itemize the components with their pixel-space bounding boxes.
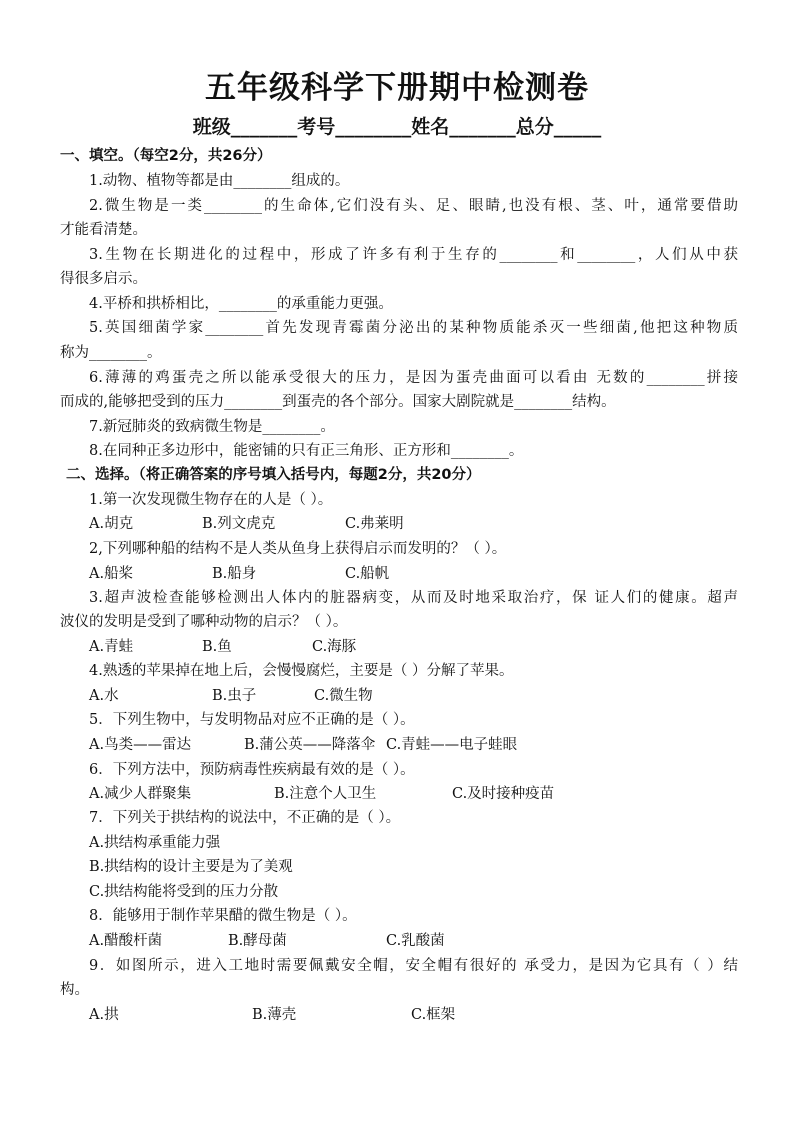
option-a: A.鸟类——雷达 bbox=[89, 737, 192, 753]
option-c: C.乳酸菌 bbox=[386, 933, 445, 949]
s1-q8: 8.在同种正多边形中，能密铺的只有正三角形、正方形和________。 bbox=[89, 443, 524, 459]
s2-q3-line2: 波仪的发明是受到了哪种动物的启示？（ ）。 bbox=[60, 614, 348, 630]
page-title: 五年级科学下册期中检测卷 bbox=[205, 70, 589, 106]
s1-q3-line1: 3.生物在长期进化的过程中，形成了许多有利于生存的________和________，人们从中获 bbox=[89, 247, 738, 263]
option-c: C.弗莱明 bbox=[345, 516, 404, 532]
s2-q7-option-b: B.拱结构的设计主要是为了美观 bbox=[89, 859, 293, 875]
s2-q7-option-c: C.拱结构能将受到的压力分散 bbox=[89, 884, 279, 900]
option-b: B.鱼 bbox=[202, 639, 232, 655]
s1-q6-line1: 6.薄薄的鸡蛋壳之所以能承受很大的压力，是因为蛋壳曲面可以看由 无数的________拼接 bbox=[89, 370, 738, 386]
s2-q5: 5．下列生物中，与发明物品对应不正确的是（ ）。 bbox=[89, 712, 415, 728]
option-c: C.青蛙——电子蛙眼 bbox=[386, 737, 518, 753]
option-a: A.拱 bbox=[89, 1007, 119, 1023]
section-2-heading: 二、选择。（将正确答案的序号填入括号内，每题2分，共20分） bbox=[66, 467, 481, 483]
s2-q4: 4.熟透的苹果掉在地上后，会慢慢腐烂，主要是（ ）分解了苹果。 bbox=[89, 663, 514, 679]
s2-q7: 7．下列关于拱结构的说法中，不正确的是（ ）。 bbox=[89, 810, 401, 826]
s2-q9-line2: 构。 bbox=[60, 982, 89, 998]
s1-q7: 7.新冠肺炎的致病微生物是________。 bbox=[89, 419, 335, 435]
s1-q6-line2: 而成的,能够把受到的压力________到蛋壳的各个部分。国家大剧院就是________结构。 bbox=[60, 394, 616, 410]
option-b: B.薄壳 bbox=[252, 1007, 297, 1023]
option-c: C.及时接种疫苗 bbox=[452, 786, 555, 802]
section-1-heading: 一、填空。（每空2分，共26分） bbox=[60, 148, 272, 164]
option-b: B.注意个人卫生 bbox=[274, 786, 377, 802]
s2-q9-line1: 9．如图所示，进入工地时需要佩戴安全帽，安全帽有很好的 承受力，是因为它具有（ ）结 bbox=[89, 958, 738, 974]
s1-q4: 4.平桥和拱桥相比，________的承重能力更强。 bbox=[89, 296, 393, 312]
option-b: B.蒲公英——降落伞 bbox=[244, 737, 376, 753]
option-b: B.列文虎克 bbox=[202, 516, 276, 532]
s2-q8: 8．能够用于制作苹果醋的微生物是（ ）。 bbox=[89, 908, 357, 924]
option-a: A.减少人群聚集 bbox=[89, 786, 192, 802]
option-b: B.酵母菌 bbox=[228, 933, 287, 949]
option-a: A.胡克 bbox=[89, 516, 134, 532]
s2-q2: 2,下列哪种船的结构不是人类从鱼身上获得启示而发明的？（ ）。 bbox=[89, 541, 507, 557]
s1-q1: 1.动物、植物等都是由________组成的。 bbox=[89, 173, 350, 189]
s2-q7-option-a: A.拱结构承重能力强 bbox=[89, 835, 221, 851]
s1-q2-line2: 才能看清楚。 bbox=[60, 222, 147, 238]
option-b: B.虫子 bbox=[212, 688, 257, 704]
s2-q1: 1.第一次发现微生物存在的人是（ ）。 bbox=[89, 492, 333, 508]
s1-q3-line2: 得很多启示。 bbox=[60, 271, 147, 287]
s2-q6: 6．下列方法中，预防病毒性疾病最有效的是（ ）。 bbox=[89, 762, 415, 778]
option-c: C.海豚 bbox=[312, 639, 357, 655]
student-info-line: 班级_______考号________姓名_______总分_____ bbox=[192, 116, 602, 138]
option-c: C.船帆 bbox=[345, 566, 390, 582]
s1-q5-line1: 5.英国细菌学家________首先发现青霉菌分泌出的某种物质能杀灭一些细菌,他把这种物质 bbox=[89, 320, 738, 336]
option-a: A.船桨 bbox=[89, 566, 134, 582]
option-a: A.青蛙 bbox=[89, 639, 134, 655]
option-c: C.微生物 bbox=[314, 688, 373, 704]
s2-q3-line1: 3.超声波检查能够检测出人体内的脏器病变，从而及时地采取治疗，保 证人们的健康。超声 bbox=[89, 590, 738, 606]
option-a: A.水 bbox=[89, 688, 119, 704]
option-a: A.醋酸杆菌 bbox=[89, 933, 163, 949]
s1-q5-line2: 称为________。 bbox=[60, 345, 162, 361]
s1-q2-line1: 2.微生物是一类________的生命体,它们没有头、足、眼睛,也没有根、茎、叶，通常要借助 bbox=[89, 198, 738, 214]
option-b: B.船身 bbox=[212, 566, 257, 582]
option-c: C.框架 bbox=[411, 1007, 456, 1023]
